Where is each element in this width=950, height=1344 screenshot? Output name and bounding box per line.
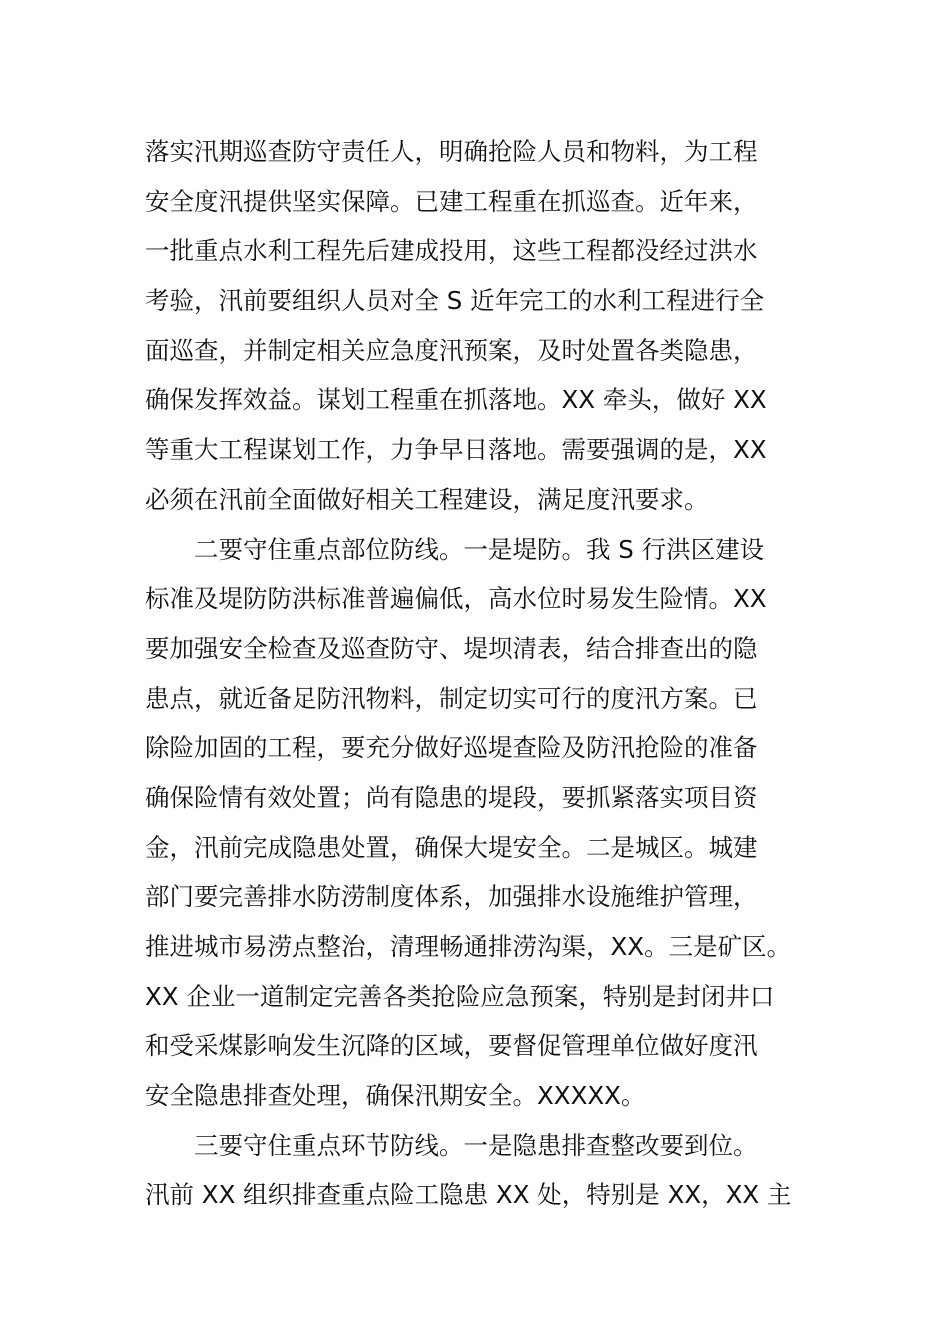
text-line-13: 除险加固的工程，要充分做好巡堤查险及防汛抢险的准备 (145, 733, 758, 763)
text-line-8: 必须在汛前全面做好相关工程建设，满足度汛要求。 (145, 484, 709, 514)
text-line-15: 金，汛前完成隐患处置，确保大堤安全。二是城区。城建 (145, 832, 758, 862)
text-line-22: 汛前 XX 组织排查重点险工隐患 XX 处，特别是 XX，XX 主 (145, 1180, 792, 1210)
text-line-14: 确保险情有效处置；尚有隐患的堤段，要抓紧落实项目资 (145, 782, 758, 812)
text-line-4: 考验，汛前要组织人员对全 S 近年完工的水利工程进行全 (145, 286, 765, 316)
text-line-11: 要加强安全检查及巡查防守、堤坝清表，结合排查出的隐 (145, 633, 758, 663)
paragraph-3-first-line: 三要守住重点环节防线。一是隐患排查整改要到位。 (194, 1130, 758, 1160)
text-line-5: 面巡查，并制定相关应急度汛预案，及时处置各类隐患， (145, 335, 758, 365)
text-line-19: 和受采煤影响发生沉降的区域，要督促管理单位做好度汛 (145, 1031, 758, 1061)
text-line-10: 标准及堤防防洪标准普遍偏低，高水位时易发生险情。XX (145, 584, 767, 614)
text-line-12: 患点，就近备足防汛物料，制定切实可行的度汛方案。已 (145, 683, 758, 713)
text-line-7: 等重大工程谋划工作，力争早日落地。需要强调的是，XX (145, 435, 767, 465)
document-body (145, 127, 825, 1220)
text-line-6: 确保发挥效益。谋划工程重在抓落地。XX 牵头，做好 XX (145, 385, 767, 415)
text-line-16: 部门要完善排水防涝制度体系，加强排水设施维护管理， (145, 882, 758, 912)
text-line-3: 一批重点水利工程先后建成投用，这些工程都没经过洪水 (145, 236, 758, 266)
text-line-18: XX 企业一道制定完善各类抢险应急预案，特别是封闭井口 (145, 981, 775, 1011)
text-line-17: 推进城市易涝点整治，清理畅通排涝沟渠，XX。三是矿区。 (145, 932, 792, 961)
text-line-1: 落实汛期巡查防守责任人，明确抢险人员和物料，为工程 (145, 137, 758, 166)
paragraph-2-first-line: 二要守住重点部位防线。一是堤防。我 S 行洪区建设 (194, 534, 765, 564)
text-line-20: 安全隐患排查处理，确保汛期安全。XXXXX。 (145, 1081, 646, 1111)
text-line-2: 安全度汛提供坚实保障。已建工程重在抓巡查。近年来， (145, 186, 758, 216)
